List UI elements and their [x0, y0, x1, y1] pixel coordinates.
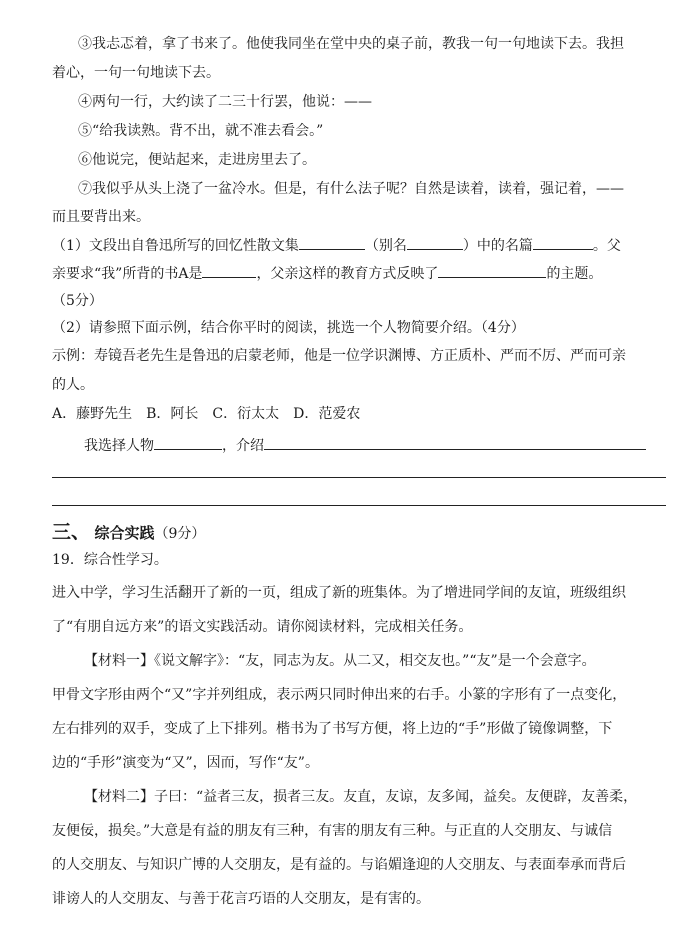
question-1-text-c: ）中的名篇 — [462, 238, 533, 254]
question-1-score: （5分） — [52, 293, 103, 309]
story-paragraph-6: ⑥他说完，便站起来，走进房里去了。 — [78, 152, 316, 168]
answer-blank-essay[interactable] — [533, 235, 593, 250]
story-paragraph-5: ⑤“给我读熟。背不出，就不准去看会。” — [78, 123, 324, 139]
question-2-answer-line — [84, 435, 646, 456]
question-19-intro-line-2: 了“有朋自远方来”的语文实践活动。请你阅读材料，完成相关任务。 — [52, 619, 473, 635]
question-1-text-g: 的主题。 — [546, 266, 603, 282]
section-3-title: 综合实践 — [94, 524, 155, 542]
question-1-text-d: 。父 — [592, 238, 621, 254]
answer-label-person: 我选择人物 — [84, 438, 154, 454]
answer-blank-intro[interactable] — [264, 435, 646, 450]
material-2-line-2: 友便佞，损矣。”大意是有益的朋友有三种，有害的朋友有三种。与正直的人交朋友、与诚信 — [52, 823, 613, 839]
section-3-number: 三、 — [52, 521, 91, 543]
question-1-line-2 — [52, 263, 602, 284]
story-paragraph-4: ④两句一行，大约读了二三十行罢，他说：—— — [78, 94, 372, 110]
material-2-line-4: 诽谤人的人交朋友、与善于花言巧语的人交朋友，是有害的。 — [52, 891, 430, 907]
answer-writing-line-1[interactable] — [52, 477, 666, 478]
question-19-heading: 19．综合性学习。 — [52, 552, 168, 568]
question-1-text-e: 亲要求“我”所背的书A是 — [52, 266, 203, 282]
answer-blank-book[interactable] — [202, 263, 256, 278]
material-1-line-1: 【材料一】《说文解字》：“友，同志为友。从二又，相交友也。”“友”是一个会意字。 — [84, 653, 596, 669]
question-19-intro-line-1: 进入中学，学习生活翻开了新的一页，组成了新的班集体。为了增进同学间的友谊，班级组织 — [52, 585, 626, 601]
question-2-example-line-2: 的人。 — [52, 377, 94, 393]
answer-blank-alias[interactable] — [407, 235, 463, 250]
question-2-prompt: （2）请参照下面示例，结合你平时的阅读，挑选一个人物简要介绍。（4分） — [52, 320, 525, 336]
question-1-text-a: （1）文段出自鲁迅所写的回忆性散文集 — [52, 238, 299, 254]
material-1-line-4: 边的“手形”演变为“又”，因而，写作“友”。 — [52, 755, 319, 771]
story-paragraph-7-line-2: 而且要背出来。 — [52, 209, 150, 225]
question-1-text-b: （别名 — [364, 238, 407, 254]
answer-blank-theme[interactable] — [438, 263, 546, 278]
question-2-options: A．藤野先生 B．阿长 C．衍太太 D．范爱农 — [52, 406, 361, 422]
story-paragraph-3-line-2: 着心，一句一句地读下去。 — [52, 65, 220, 81]
section-3-heading — [52, 520, 205, 546]
story-paragraph-7-line-1: ⑦我似乎从头上浇了一盆冷水。但是，有什么法子呢？自然是读着，读着，强记着，—— — [78, 181, 624, 197]
material-2-line-1: 【材料二】子曰：“益者三友，损者三友。友直，友谅，友多闻，益矣。友便辟，友善柔， — [84, 789, 638, 805]
material-1-line-3: 左右排列的双手，变成了上下排列。楷书为了书写方便，将上边的“手”形做了镜像调整，下 — [52, 721, 613, 737]
answer-writing-line-2[interactable] — [52, 505, 666, 506]
question-1-line-1 — [52, 235, 621, 256]
story-paragraph-3-line-1: ③我忐忑着，拿了书来了。他使我同坐在堂中央的桌子前，教我一句一句地读下去。我担 — [78, 36, 624, 52]
question-2-example-line-1: 示例：寿镜吾老先生是鲁迅的启蒙老师，他是一位学识渊博、方正质朴、严而不厉、严而可亲 — [52, 348, 626, 364]
answer-blank-person[interactable] — [154, 435, 222, 450]
section-3-points: （9分） — [154, 526, 206, 542]
answer-label-intro: ，介绍 — [222, 438, 264, 454]
material-2-line-3: 的人交朋友、与知识广博的人交朋友，是有益的。与谄媚逢迎的人交朋友、与表面奉承而背后 — [52, 857, 626, 873]
answer-blank-collection[interactable] — [299, 235, 365, 250]
material-1-line-2: 甲骨文字形由两个“又”字并列组成，表示两只同时伸出来的右手。小篆的字形有了一点变化， — [52, 687, 627, 703]
question-1-text-f: ，父亲这样的教育方式反映了 — [256, 266, 439, 282]
